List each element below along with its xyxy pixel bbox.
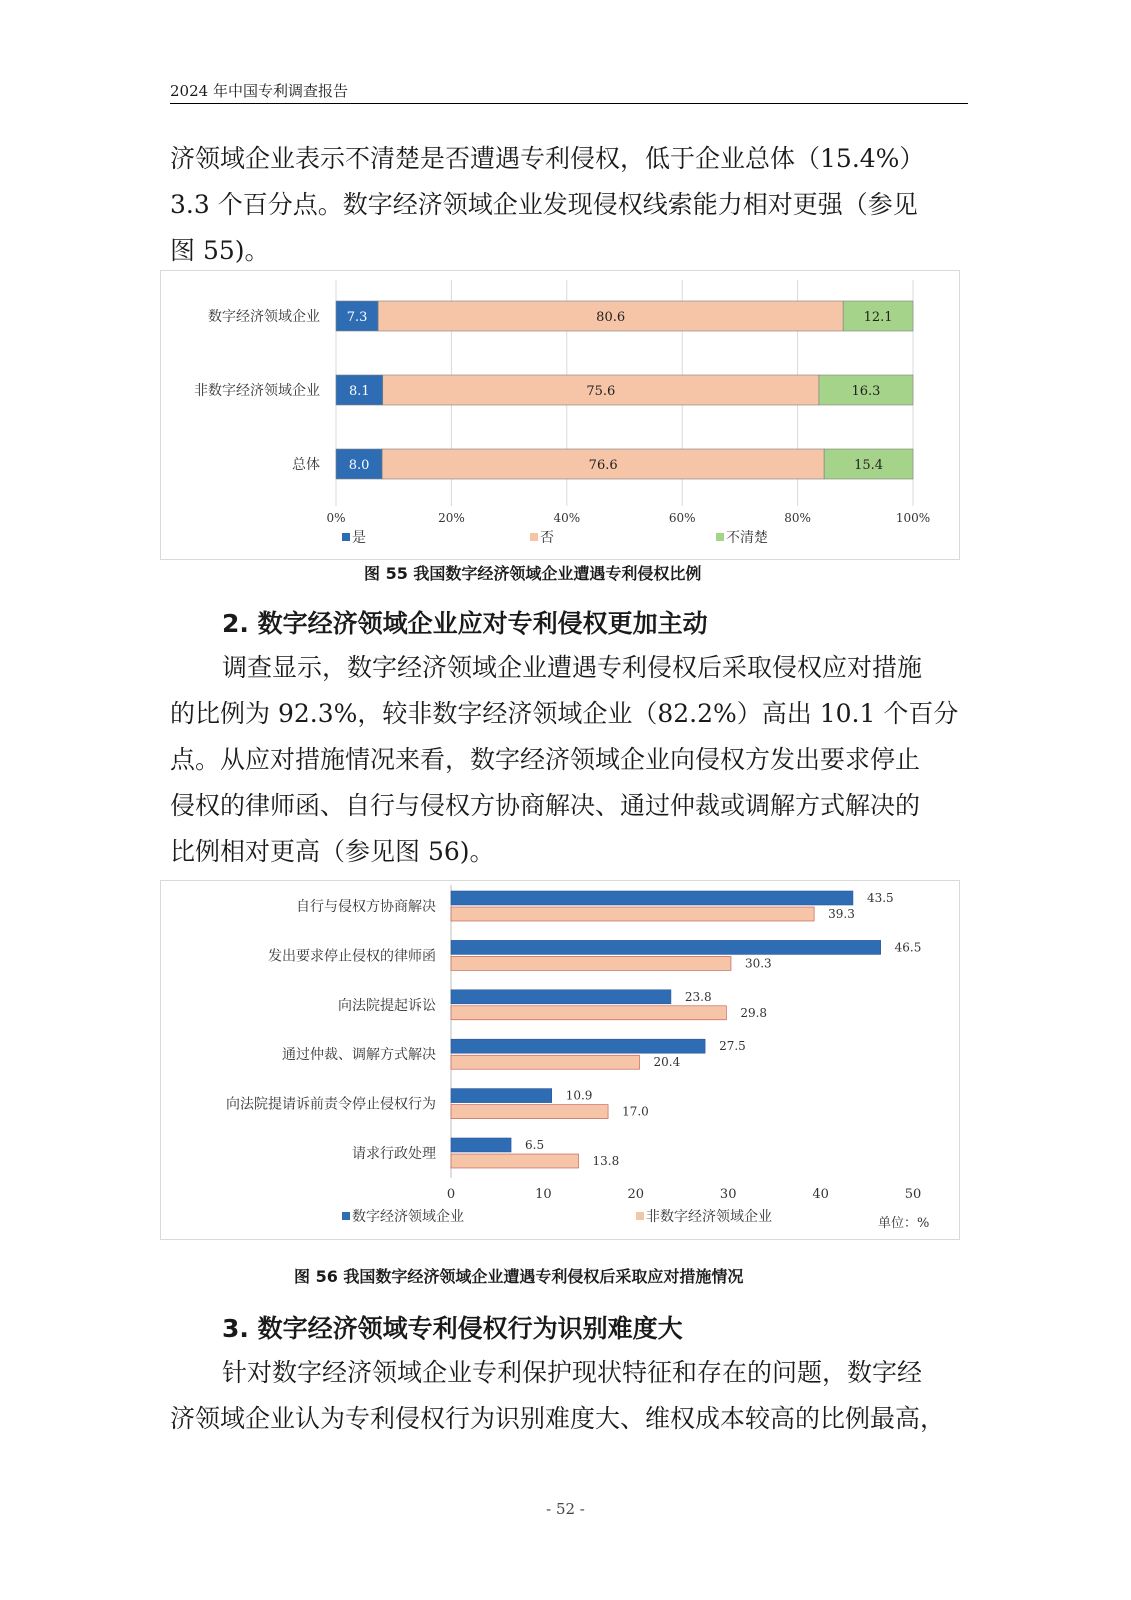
bar bbox=[451, 1089, 552, 1103]
data-label: 8.1 bbox=[349, 384, 370, 399]
category-label: 数字经济领域企业 bbox=[208, 309, 320, 325]
bar bbox=[451, 956, 731, 970]
legend-label: 数字经济领域企业 bbox=[352, 1209, 464, 1225]
paragraph-2 bbox=[170, 645, 970, 875]
category-label: 非数字经济领域企业 bbox=[194, 383, 320, 399]
x-tick-label: 10 bbox=[535, 1187, 552, 1202]
data-label: 7.3 bbox=[346, 310, 368, 325]
bar bbox=[451, 1105, 608, 1119]
x-tick-label: 0% bbox=[326, 511, 346, 525]
legend-label: 否 bbox=[540, 530, 554, 546]
data-label: 6.5 bbox=[525, 1138, 545, 1152]
legend-label: 是 bbox=[352, 530, 366, 546]
bar bbox=[451, 940, 881, 954]
bar bbox=[451, 891, 853, 905]
paragraph-line: 点。从应对措施情况来看，数字经济领域企业向侵权方发出要求停止 bbox=[170, 745, 921, 774]
data-label: 76.6 bbox=[588, 458, 618, 473]
paragraph-line: 的比例为 92.3%，较非数字经济领域企业（82.2%）高出 10.1 个百分 bbox=[170, 699, 959, 728]
data-label: 8.0 bbox=[348, 458, 370, 473]
bar bbox=[451, 990, 671, 1004]
bar bbox=[451, 1154, 579, 1168]
paragraph-line: 3.3 个百分点。数字经济领域企业发现侵权线索能力相对更强（参见 bbox=[170, 190, 918, 219]
legend-label: 非数字经济领域企业 bbox=[646, 1209, 772, 1225]
data-label: 23.8 bbox=[684, 989, 712, 1004]
x-tick-label: 30 bbox=[719, 1187, 737, 1202]
data-label: 30.3 bbox=[744, 956, 772, 971]
x-tick-label: 20% bbox=[438, 511, 465, 525]
data-label: 39.3 bbox=[828, 907, 855, 921]
legend-swatch bbox=[342, 1212, 350, 1220]
paragraph-line: 济领域企业表示不清楚是否遭遇专利侵权，低于企业总体（15.4%） bbox=[170, 144, 925, 173]
data-label: 27.5 bbox=[719, 1039, 746, 1054]
x-tick-label: 0 bbox=[446, 1187, 456, 1202]
category-label: 通过仲裁、调解方式解决 bbox=[282, 1047, 436, 1064]
paragraph-1 bbox=[170, 136, 970, 274]
category-label: 自行与侵权方协商解决 bbox=[296, 899, 436, 915]
x-tick-label: 80% bbox=[784, 511, 811, 525]
data-label: 12.1 bbox=[863, 310, 893, 325]
category-label: 请求行政处理 bbox=[352, 1146, 436, 1162]
paragraph-line: 济领域企业认为专利侵权行为识别难度大、维权成本较高的比例最高， bbox=[170, 1404, 946, 1433]
category-label: 向法院提请诉前责令停止侵权行为 bbox=[226, 1096, 436, 1113]
category-label: 向法院提起诉讼 bbox=[338, 997, 436, 1014]
data-label: 80.6 bbox=[596, 310, 626, 325]
header-rule bbox=[170, 103, 968, 104]
data-label: 46.5 bbox=[894, 940, 922, 955]
x-tick-label: 40% bbox=[553, 511, 581, 525]
category-label: 总体 bbox=[292, 457, 320, 473]
bar bbox=[451, 1055, 639, 1069]
x-tick-label: 20 bbox=[627, 1187, 645, 1202]
x-tick-label: 60% bbox=[668, 511, 696, 525]
data-label: 43.5 bbox=[866, 891, 894, 905]
legend-swatch bbox=[716, 533, 724, 541]
section-heading-2: 2. 数字经济领域企业应对专利侵权更加主动 bbox=[222, 609, 708, 638]
bar bbox=[451, 1039, 705, 1053]
figure-55-caption: 图 55 我国数字经济领域企业遭遇专利侵权比例 bbox=[364, 564, 702, 583]
data-label: 17.0 bbox=[622, 1104, 649, 1119]
x-tick-label: 100% bbox=[895, 511, 931, 525]
legend-swatch bbox=[636, 1212, 644, 1220]
paragraph-line: 比例相对更高（参见图 56)。 bbox=[170, 837, 495, 866]
bar bbox=[451, 1006, 726, 1020]
x-tick-label: 50 bbox=[904, 1187, 922, 1202]
paragraph-line: 侵权的律师函、自行与侵权方协商解决、通过仲裁或调解方式解决的 bbox=[170, 791, 921, 820]
x-tick-label: 40 bbox=[812, 1187, 829, 1202]
figure-56-chart bbox=[160, 880, 960, 1240]
header-title: 2024 年中国专利调查报告 bbox=[170, 82, 348, 100]
unit-label: 单位：% bbox=[878, 1216, 930, 1231]
bar bbox=[451, 907, 814, 921]
paragraph-line: 调查显示，数字经济领域企业遭遇专利侵权后采取侵权应对措施 bbox=[222, 653, 923, 682]
legend-swatch bbox=[530, 533, 538, 541]
section-heading-3: 3. 数字经济领域专利侵权行为识别难度大 bbox=[222, 1314, 683, 1343]
bar bbox=[451, 1138, 511, 1152]
paragraph-line: 图 55)。 bbox=[170, 236, 270, 265]
data-label: 75.6 bbox=[586, 384, 616, 399]
data-label: 13.8 bbox=[592, 1154, 620, 1168]
figure-56-caption: 图 56 我国数字经济领域企业遭遇专利侵权后采取应对措施情况 bbox=[294, 1267, 744, 1286]
paragraph-3 bbox=[170, 1350, 970, 1442]
data-label: 15.4 bbox=[854, 458, 884, 473]
legend-swatch bbox=[342, 533, 350, 541]
data-label: 10.9 bbox=[565, 1088, 593, 1103]
category-label: 发出要求停止侵权的律师函 bbox=[268, 948, 436, 965]
data-label: 16.3 bbox=[851, 384, 881, 399]
data-label: 20.4 bbox=[653, 1055, 681, 1070]
legend-label: 不清楚 bbox=[726, 530, 768, 546]
page-number: - 52 - bbox=[546, 1500, 585, 1518]
data-label: 29.8 bbox=[740, 1005, 768, 1020]
paragraph-line: 针对数字经济领域企业专利保护现状特征和存在的问题，数字经 bbox=[222, 1358, 923, 1387]
figure-55-chart bbox=[160, 270, 960, 560]
